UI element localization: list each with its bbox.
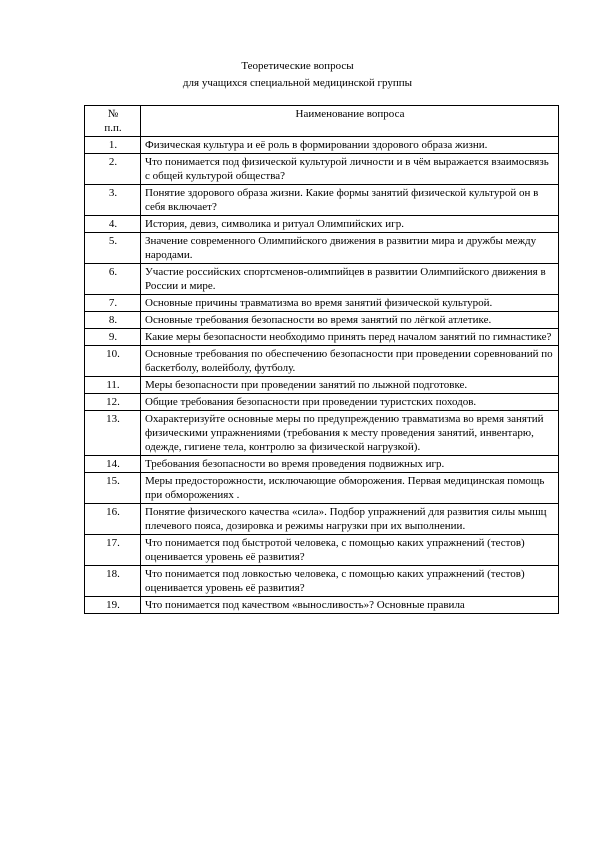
question-number: 18.: [85, 566, 141, 597]
table-row: [85, 504, 559, 535]
table-row: [85, 185, 559, 216]
table-row: [85, 216, 559, 233]
table-row: [85, 233, 559, 264]
question-number: 13.: [85, 411, 141, 456]
title-line-2: для учащихся специальной медицинской группы: [182, 77, 413, 89]
question-number: 10.: [85, 346, 141, 377]
document-title: [0, 58, 595, 92]
table-row: [85, 264, 559, 295]
table-row: [85, 137, 559, 154]
question-text: Значение современного Олимпийского движения в развитии мира и дружбы между народами.: [141, 233, 559, 264]
question-number: 9.: [85, 329, 141, 346]
table-row: [85, 377, 559, 394]
question-text: Что понимается под качеством «выносливость»? Основные правила: [141, 597, 559, 614]
question-number: 14.: [85, 456, 141, 473]
question-number: 7.: [85, 295, 141, 312]
table-header-row: [85, 106, 559, 137]
question-text: Основные причины травматизма во время занятий физической культурой.: [141, 295, 559, 312]
question-number: 8.: [85, 312, 141, 329]
question-text: Основные требования по обеспечению безопасности при проведении соревнований по баскетболу, волейболу, футболу.: [141, 346, 559, 377]
question-number: 2.: [85, 154, 141, 185]
table-row: [85, 329, 559, 346]
table-row: [85, 597, 559, 614]
question-text: История, девиз, символика и ритуал Олимпийских игр.: [141, 216, 559, 233]
question-text: Основные требования безопасности во время занятий по лёгкой атлетике.: [141, 312, 559, 329]
question-text: Требования безопасности во время проведения подвижных игр.: [141, 456, 559, 473]
table-row: [85, 312, 559, 329]
table-row: [85, 535, 559, 566]
table-row: [85, 154, 559, 185]
question-text: Общие требования безопасности при проведении туристских походов.: [141, 394, 559, 411]
question-text: Понятие физического качества «сила». Подбор упражнений для развития силы мышц плечевого пояса, дозировка и режимы нагрузки при их выполнении.: [141, 504, 559, 535]
question-number: 12.: [85, 394, 141, 411]
question-text: Участие российских спортсменов-олимпийцев в развитии Олимпийского движения в России и мире.: [141, 264, 559, 295]
question-number: 19.: [85, 597, 141, 614]
question-text: Что понимается под ловкостью человека, с помощью каких упражнений (тестов) оценивается уровень её развития?: [141, 566, 559, 597]
question-text: Физическая культура и её роль в формировании здорового образа жизни.: [141, 137, 559, 154]
table-row: [85, 346, 559, 377]
table-row: [85, 411, 559, 456]
table-row: [85, 456, 559, 473]
question-text: Какие меры безопасности необходимо принять перед началом занятий по гимнастике?: [141, 329, 559, 346]
question-text: Меры предосторожности, исключающие обморожения. Первая медицинская помощь при обморожениях .: [141, 473, 559, 504]
question-text: Что понимается под физической культурой личности и в чём выражается взаимосвязь с общей культурой общества?: [141, 154, 559, 185]
table-row: [85, 566, 559, 597]
table-row: [85, 394, 559, 411]
table-body: [85, 137, 559, 614]
question-number: 11.: [85, 377, 141, 394]
question-number: 16.: [85, 504, 141, 535]
table-row: [85, 295, 559, 312]
question-text: Меры безопасности при проведении занятий по лыжной подготовке.: [141, 377, 559, 394]
question-number: 1.: [85, 137, 141, 154]
table-row: [85, 473, 559, 504]
question-number: 5.: [85, 233, 141, 264]
header-question-name: Наименование вопроса: [141, 106, 559, 137]
question-number: 17.: [85, 535, 141, 566]
header-number-abbr: п.п.: [104, 122, 122, 134]
question-number: 4.: [85, 216, 141, 233]
questions-table: [84, 105, 559, 614]
header-number-cell: [85, 106, 141, 137]
question-number: 3.: [85, 185, 141, 216]
question-text: Охарактеризуйте основные меры по предупреждению травматизма во время занятий физическими упражнениями (требования к месту проведения занятий, инвентарю, одежде, гигиене тела, контролю за физической нагрузкой).: [141, 411, 559, 456]
question-text: Что понимается под быстротой человека, с помощью каких упражнений (тестов) оценивается уровень её развития?: [141, 535, 559, 566]
title-line-1: Теоретические вопросы: [241, 60, 354, 72]
question-number: 15.: [85, 473, 141, 504]
question-text: Понятие здорового образа жизни. Какие формы занятий физической культурой он в себя включает?: [141, 185, 559, 216]
header-number-symbol: №: [107, 108, 119, 120]
question-number: 6.: [85, 264, 141, 295]
